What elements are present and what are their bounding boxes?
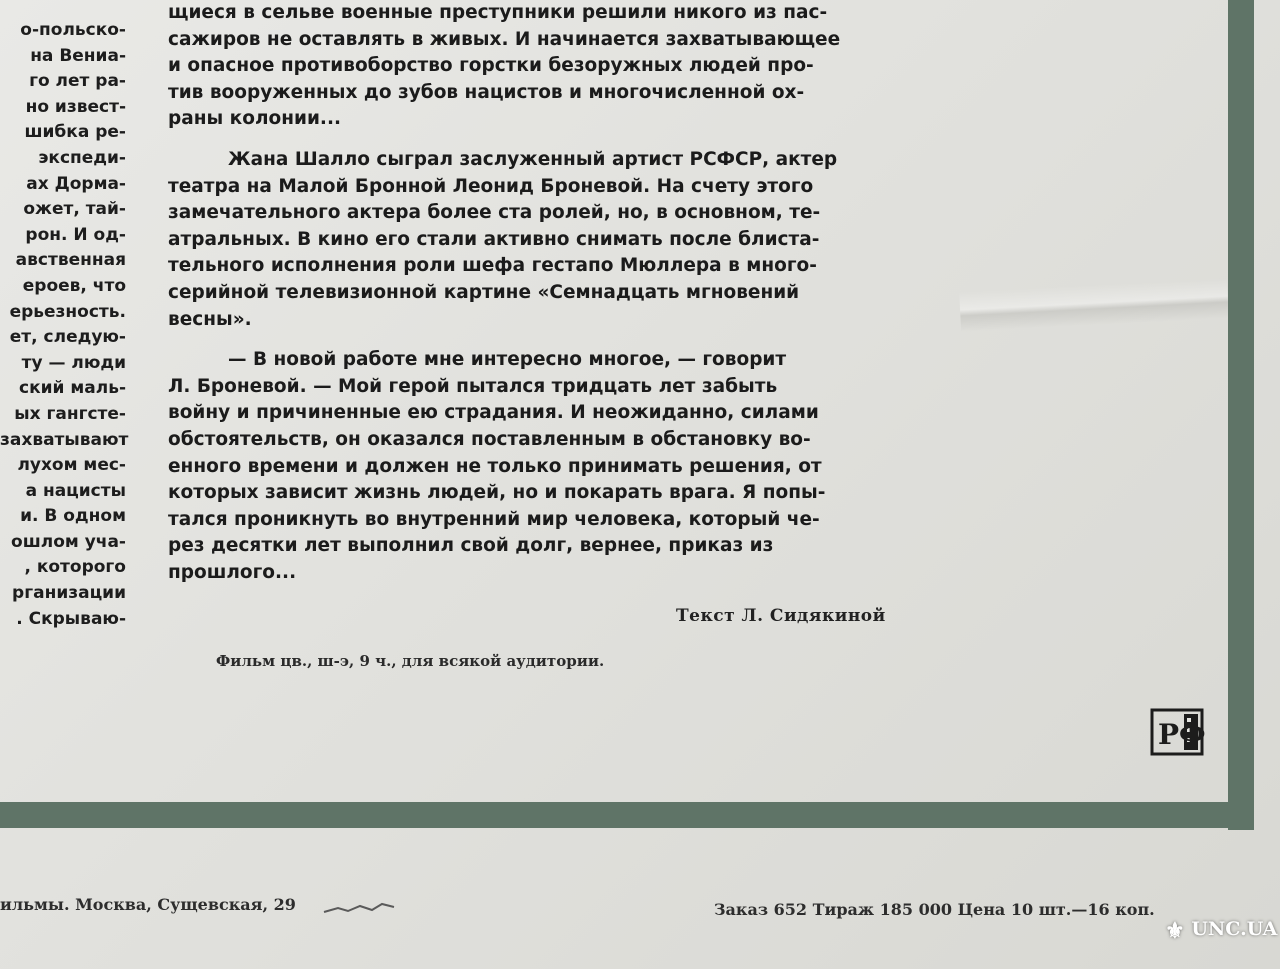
paragraph-line: серийной телевизионной картине «Семнадцать мгновений [168,281,800,303]
left-column-line: ерьезность. [9,301,126,322]
paragraph-line: сажиров не оставлять в живых. И начинается захватывающее [168,28,841,50]
left-column-line: го лет ра- [29,71,126,92]
paragraph-line: тался проникнуть во внутренний мир человека, который че- [168,508,820,530]
paragraph-line: Л. Броневой. — Мой герой пытался тридцать лет забыть [168,375,778,397]
paragraph-line: рез десятки лет выполнил свой долг, вернее, приказ из [168,535,774,557]
paragraph-line: обстоятельств, он оказался поставленным в обстановку во- [168,428,811,450]
left-column-line: шибка ре- [24,122,126,143]
left-text-column [0,18,129,632]
left-column-line: но извест- [25,96,126,117]
paragraph-line: и опасное противоборство горстки безоружных людей про- [168,55,814,77]
paragraph-line: раны колонии... [168,108,341,130]
paragraph-line: тив вооруженных до зубов нацистов и многочисленной ох- [168,81,805,103]
paragraph-line: замечательного актера более ста ролей, но, в основном, те- [168,202,821,224]
green-frame-right [1228,0,1254,830]
left-column-line: ах Дорма- [26,173,126,194]
left-column-line: ту — люди [21,352,126,373]
ink-smudge [320,898,400,918]
left-column-line: ский маль- [19,378,126,399]
site-watermark [1165,918,1278,952]
watermark-text: UNC.UA [1191,918,1278,940]
paragraph-line: Жана Шалло сыграл заслуженный артист РСФСР, актер [228,148,838,170]
paragraph-line: щиеся в сельве военные преступники решили никого из пас- [168,2,828,23]
left-column-line: ых гангсте- [14,403,126,424]
imprint-address: ильмы. Москва, Сущевская, 29 [0,895,296,914]
logo-letters: РФ [1158,718,1206,751]
left-column-line: ероев, что [22,275,126,296]
left-column-line: рганизации [12,583,126,604]
author-credit: Текст Л. Сидякиной [676,606,886,626]
paragraph-line: театра на Малой Бронной Леонид Броневой. На счету этого [168,175,814,197]
paragraph-line: войну и причиненные ею страдания. И неожиданно, силами [168,402,819,424]
left-column-line: ошлом уча- [11,531,126,552]
left-column-line: . Скрываю- [16,608,126,629]
paragraph-line: енного времени и должен не только принимать решения, от [168,455,822,477]
left-column-line: ет, следую- [9,327,126,348]
left-column-line: экспеди- [38,147,126,168]
left-column-line: на Вениа- [30,45,126,66]
publisher-logo [1150,704,1206,760]
left-column-line: а нацисты [25,480,126,501]
left-column-line: , которого [24,557,126,578]
left-column-line: захватывают [0,429,129,450]
left-column-line: авственная [15,250,126,271]
paper-fold-crease [959,278,1229,332]
paragraph-line: тельного исполнения роли шефа гестапо Мюллера в много- [168,255,817,277]
left-column-line: о-польско- [20,20,126,40]
paragraph-line: прошлого... [168,561,297,583]
left-column-line: и. В одном [20,506,126,527]
paragraph-line: атральных. В кино его стали активно снимать после блиста- [168,228,820,250]
green-frame-bottom [0,802,1254,828]
paragraph-line: весны». [168,308,252,330]
paragraph-line: которых зависит жизнь людей, но и покарать врага. Я попы- [168,482,826,504]
paragraph-line: — В новой работе мне интересно многое, — говорит [228,349,787,371]
shield-crest-icon: ⚜ [1165,918,1185,944]
paragraph-gap [168,133,953,147]
main-text-column [168,0,953,586]
paragraph-gap [168,333,953,347]
print-order-info: Заказ 652 Тираж 185 000 Цена 10 шт.—16 коп. [714,900,1155,919]
film-info-note: Фильм цв., ш-э, 9 ч., для всякой аудитории. [216,652,605,670]
left-column-line: рон. И од- [25,224,126,245]
left-column-line: лухом мес- [17,455,126,476]
left-column-line: ожет, тай- [23,199,126,220]
